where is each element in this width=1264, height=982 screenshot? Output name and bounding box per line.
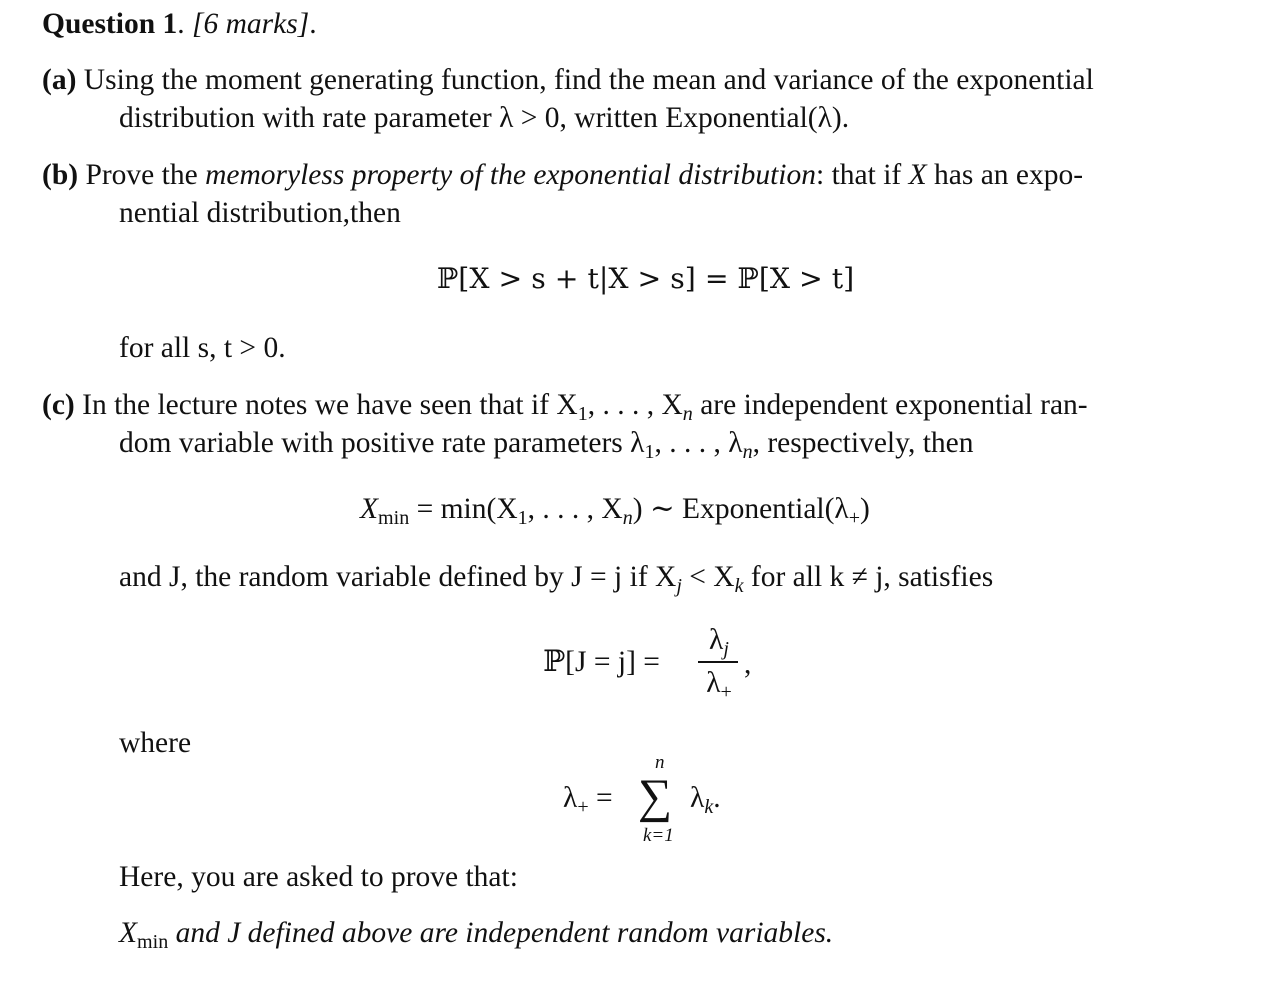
part-c-l3c: for all k ≠ j, satisfies	[743, 561, 994, 593]
eq3-term-sub: k	[704, 795, 714, 818]
part-c-l1-sub1: 1	[577, 402, 588, 425]
claim-min: min	[137, 930, 169, 953]
part-c-label: (c)	[42, 389, 75, 421]
eq3-upper-limit: n	[655, 752, 665, 773]
part-c-l2-subn: n	[742, 440, 753, 463]
part-b-label: (b)	[42, 159, 79, 191]
eq3-dot: .	[713, 782, 721, 814]
part-b-tail: for all s, t > 0.	[119, 332, 286, 364]
sigma-symbol: ∑	[638, 770, 673, 823]
xmin-equation	[360, 493, 870, 529]
part-c-l1-subn: n	[682, 402, 693, 425]
part-b-text-post-b: has an expo-	[926, 159, 1084, 191]
eq3-lambda: λ	[563, 782, 578, 814]
eq2-num: λ	[709, 624, 724, 656]
question-title: Question 1	[42, 8, 178, 40]
part-c-line1	[42, 389, 1088, 425]
eq2-lhs: ℙ[J = j] =	[543, 646, 660, 678]
eq1-x: X	[360, 493, 379, 525]
eq1-rest: = min(X	[409, 493, 518, 525]
question-end: .	[309, 8, 317, 40]
eq1-subn: n	[622, 506, 633, 529]
part-b-italic: memoryless property of the exponential distribution	[205, 159, 817, 191]
part-c-l1b: , . . . , X	[587, 389, 683, 421]
part-c-line2	[119, 427, 974, 463]
part-b-text-pre: Prove the	[85, 159, 206, 191]
part-c-line3	[119, 561, 994, 597]
ask-text: Here, you are asked to prove that:	[119, 861, 518, 893]
question-marks: [6 marks]	[191, 8, 310, 40]
part-b-var: X	[908, 159, 927, 191]
part-a-text1: Using the moment generating function, find the mean and variance of the exponential	[83, 64, 1094, 96]
part-c-l3-subk: k	[734, 574, 744, 597]
eq3-term	[690, 782, 721, 818]
eq3-lhs-sub: +	[577, 795, 589, 818]
claim-rest: and J defined above are independent random variables.	[168, 917, 834, 949]
eq3-lhs	[563, 782, 613, 818]
part-c-l3a: and J, the random variable defined by J = j if X	[119, 561, 677, 593]
eq2-numerator	[696, 624, 742, 660]
part-c-l2a: dom variable with positive rate parameters λ	[119, 427, 645, 459]
eq2-den-sub: +	[720, 680, 732, 703]
part-b-line1	[42, 161, 1083, 191]
eq3-term-lambda: λ	[690, 782, 705, 814]
part-c-l2-sub1: 1	[644, 440, 655, 463]
claim-x: X	[119, 917, 138, 949]
part-c-l2b: , . . . , λ	[654, 427, 743, 459]
part-a-label: (a)	[42, 64, 77, 96]
part-a-line2: distribution with rate parameter λ > 0, written Exponential(λ).	[119, 102, 850, 134]
eq1-sub1: 1	[517, 506, 528, 529]
part-a-line1	[42, 66, 1094, 96]
part-b-text-post-a: : that if	[816, 159, 909, 191]
part-c-l1a: In the lecture notes we have seen that if X	[82, 389, 578, 421]
part-c-l1c: are independent exponential ran-	[692, 389, 1088, 421]
eq2-fraction-bar	[698, 661, 738, 663]
memoryless-equation: ℙ[X > s + t|X > s] = ℙ[X > t]	[437, 262, 855, 295]
question-dot: .	[177, 8, 185, 40]
eq1-tail: ) ∼ Exponential(λ	[632, 493, 849, 525]
eq2-comma: ,	[744, 648, 752, 680]
eq1-plus: +	[848, 506, 861, 529]
part-c-l3b: < X	[681, 561, 735, 593]
part-b-line2: nential distribution,then	[119, 197, 401, 229]
eq2-num-sub: j	[723, 637, 729, 660]
eq1-close: )	[860, 493, 870, 525]
claim-text	[119, 917, 834, 953]
eq1-mid: , . . . , X	[527, 493, 623, 525]
question-heading	[42, 10, 317, 40]
eq1-min: min	[378, 506, 410, 529]
part-c-l3-subj: j	[676, 574, 682, 597]
eq2-den: λ	[706, 667, 721, 699]
eq3-lower-limit: k=1	[643, 825, 674, 846]
eq2-denominator	[696, 667, 742, 703]
eq3-eq: =	[588, 782, 613, 814]
where-text: where	[119, 727, 192, 759]
part-c-l2c: , respectively, then	[752, 427, 974, 459]
